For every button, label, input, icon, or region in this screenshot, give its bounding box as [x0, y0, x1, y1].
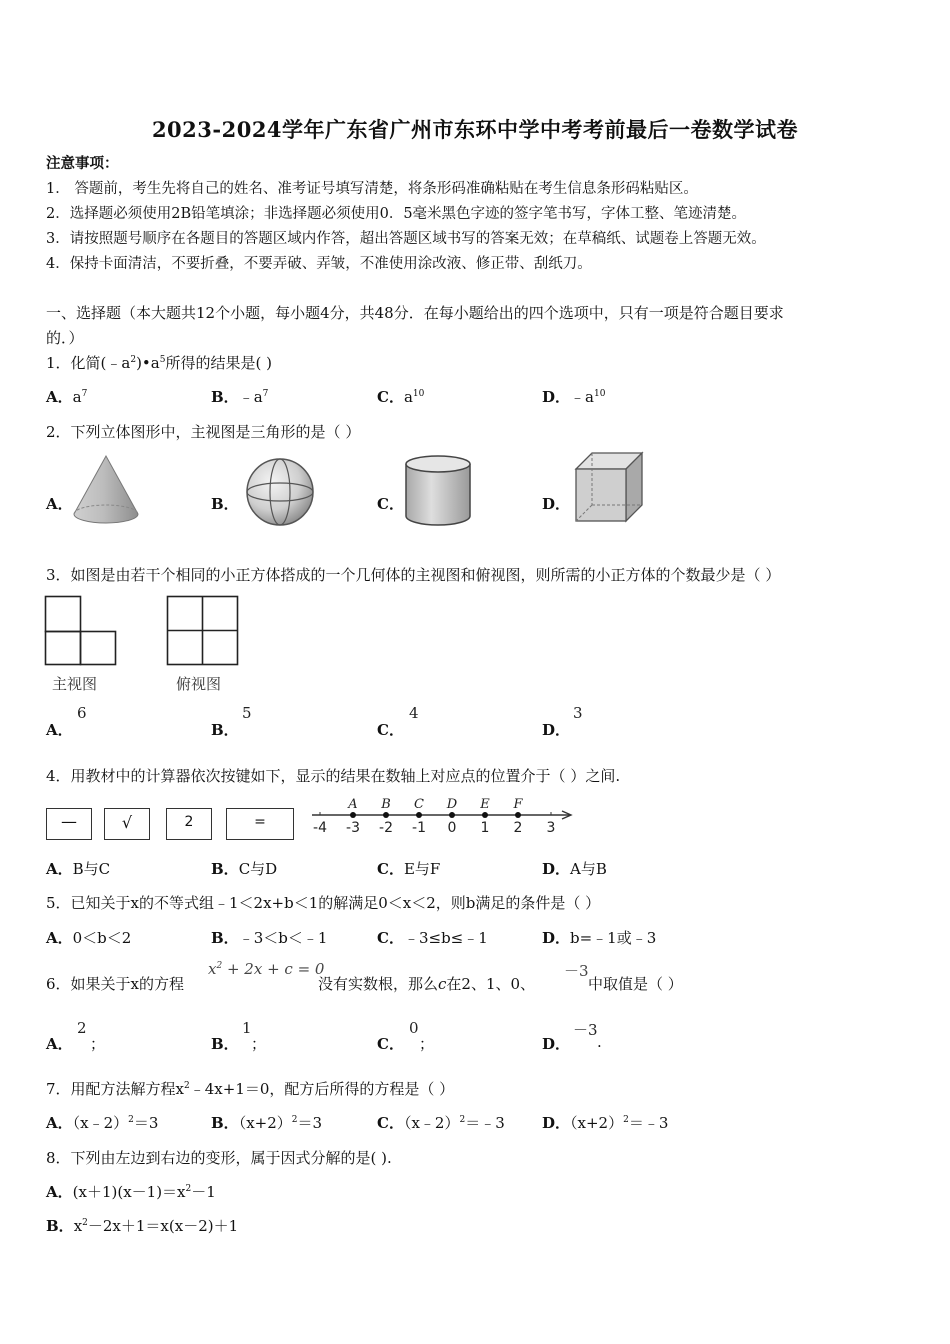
- option-text: （x+2）: [570, 1114, 624, 1132]
- calc-sqrt-key[interactable]: [104, 808, 150, 840]
- option-text: ＝3: [297, 1114, 323, 1132]
- notice-heading: 注意事项：: [46, 155, 119, 172]
- q3-front-view: [44, 595, 118, 669]
- option-text: ＝3: [133, 1114, 159, 1132]
- option-label: A．: [46, 929, 73, 947]
- page-title: 2023-2024学年广东省广州市东环中学中考考前最后一卷数学试卷: [151, 117, 799, 142]
- option-label: B．: [211, 1035, 239, 1053]
- calc-minus-key[interactable]: [46, 808, 92, 840]
- option-text: b=﹣1或﹣3: [570, 929, 657, 947]
- option-sup: 2: [128, 1115, 134, 1125]
- number-line-tick-label: 2: [513, 820, 523, 836]
- option-label: A．: [46, 721, 73, 739]
- key-label: 2: [184, 814, 194, 830]
- sphere-figure: [244, 456, 316, 528]
- number-line-point-label: F: [513, 797, 523, 812]
- option-sup: 2: [82, 1218, 88, 1228]
- key-label: —: [61, 812, 77, 831]
- option-label: A．: [46, 1183, 73, 1201]
- option-text: (x＋1)(x－1)＝x: [72, 1183, 186, 1201]
- q3-option-c[interactable]: [377, 719, 404, 740]
- q6-option-b[interactable]: [211, 1033, 239, 1054]
- option-text: E与F: [403, 860, 441, 878]
- number-line-point-label: E: [480, 797, 490, 812]
- q6-option-c[interactable]: [377, 1033, 404, 1054]
- number-line-tick-label: -3: [346, 820, 360, 836]
- option-label: C．: [377, 1035, 404, 1053]
- option-label: D．: [542, 1035, 571, 1053]
- option-text: x: [73, 1217, 83, 1235]
- q6-stem-part: 没有实数根，那么: [318, 975, 439, 993]
- option-label: C．: [377, 1114, 404, 1132]
- q3-stem: 3．如图是由若干个相同的小正方体搭成的一个几何体的主视图和俯视图，则所需的小正方体的个数最少是（ ）: [46, 566, 781, 584]
- option-label: B．: [211, 860, 239, 878]
- option-label: B．: [211, 388, 239, 406]
- equation-part: + 2x + c = 0: [222, 960, 325, 978]
- q1-option-d[interactable]: [542, 386, 605, 407]
- option-label: B．: [211, 1114, 239, 1132]
- q3-option-b-value: 5: [242, 704, 252, 722]
- option-text: B与C: [72, 860, 111, 878]
- q3-option-b[interactable]: [211, 719, 239, 740]
- number-line-point: [449, 812, 455, 818]
- q3-option-d-value: 3: [573, 704, 583, 722]
- option-label: C．: [377, 495, 404, 513]
- option-sup: 2: [623, 1115, 629, 1125]
- option-text: ＝﹣3: [628, 1114, 669, 1132]
- option-text: ﹣a: [238, 388, 263, 406]
- option-text: 0＜b＜2: [72, 929, 132, 947]
- q5-option-b[interactable]: [211, 927, 327, 948]
- q1-stem-sup: 2: [130, 355, 137, 365]
- q3-top-view: [166, 595, 240, 669]
- option-label: D．: [542, 388, 571, 406]
- q4-option-c[interactable]: [377, 858, 440, 879]
- q6-option-c-suffix: ；: [419, 1035, 435, 1053]
- q1-option-c[interactable]: [377, 386, 424, 407]
- q6-stem-a: 6．如果关于x的方程: [46, 975, 185, 993]
- q5-stem: 5．已知关于x的不等式组﹣1＜2x+b＜1的解满足0＜x＜2，则b满足的条件是（ ）: [46, 894, 601, 912]
- option-label: C．: [377, 860, 404, 878]
- q1-option-a[interactable]: [46, 386, 87, 407]
- q5-option-a[interactable]: [46, 927, 131, 948]
- option-text: ﹣a: [570, 388, 594, 406]
- option-sup: 2: [459, 1115, 466, 1125]
- option-label: D．: [542, 721, 571, 739]
- q6-stem-e: 中取值是（ ）: [588, 975, 683, 993]
- q7-option-b[interactable]: [211, 1112, 322, 1133]
- option-label: A．: [46, 860, 73, 878]
- option-label: B．: [46, 1217, 74, 1235]
- cube-figure: [572, 449, 648, 525]
- option-text: （x﹣2）: [403, 1114, 460, 1132]
- option-label: B．: [211, 495, 239, 513]
- key-label: √: [121, 813, 133, 832]
- option-sup: 10: [593, 389, 606, 399]
- q5-option-c[interactable]: [377, 927, 488, 948]
- q6-stem-var: c: [438, 975, 447, 993]
- q4-option-a[interactable]: [46, 858, 110, 879]
- q1-stem-part: )•a: [136, 354, 160, 372]
- number-line-tick-label: 3: [546, 820, 556, 836]
- number-line-point-label: A: [348, 797, 358, 812]
- option-label: D．: [542, 495, 571, 513]
- number-line-tick-label: 0: [447, 820, 457, 836]
- option-sup: 7: [81, 389, 88, 399]
- q5-option-d[interactable]: [542, 927, 656, 948]
- number-line-tick-label: -1: [412, 820, 426, 836]
- q7-option-a[interactable]: [46, 1112, 158, 1133]
- number-line-point: [482, 812, 488, 818]
- option-label: A．: [46, 1114, 73, 1132]
- q6-option-b-suffix: ；: [251, 1035, 267, 1053]
- notice-item: 4．保持卡面清洁，不要折叠，不要弄破、弄皱，不准使用涂改液、修正带、刮纸刀。: [46, 256, 592, 272]
- q7-stem-sup: 2: [184, 1081, 190, 1091]
- q6-stem-neg: －3: [564, 962, 589, 980]
- q2-option-d[interactable]: [542, 493, 570, 514]
- q4-stem: 4．用教材中的计算器依次按键如下，显示的结果在数轴上对应点的位置介于（ ）之间.: [46, 767, 621, 785]
- option-label: D．: [542, 860, 571, 878]
- option-text: A与B: [570, 860, 607, 878]
- q1-stem-part: 1．化简(﹣a: [46, 354, 131, 372]
- option-text: ﹣3≤b≤﹣1: [403, 929, 488, 947]
- option-label: C．: [377, 388, 404, 406]
- option-label: D．: [542, 1114, 571, 1132]
- option-text: ＝﹣3: [465, 1114, 505, 1132]
- number-line-point-label: C: [414, 797, 424, 812]
- q3-top-caption: 俯视图: [176, 675, 222, 693]
- q6-option-d[interactable]: [542, 1033, 570, 1054]
- option-label: A．: [46, 388, 73, 406]
- calc-two-key[interactable]: [166, 808, 212, 840]
- q4-option-b[interactable]: [211, 858, 277, 879]
- option-text: （x﹣2）: [72, 1114, 129, 1132]
- option-text: －2x＋1＝x(x－2)＋1: [87, 1217, 239, 1235]
- q3-front-caption: 主视图: [52, 675, 98, 693]
- q6-option-a[interactable]: [46, 1033, 73, 1054]
- notice-item: 1． 答题前，考生先将自己的姓名、准考证号填写清楚，将条形码准确粘贴在考生信息条形码粘贴区。: [46, 181, 698, 197]
- q2-stem: 2．下列立体图形中，主视图是三角形的是（ ）: [46, 423, 361, 441]
- equation-part: x: [208, 960, 217, 978]
- option-label: A．: [46, 495, 73, 513]
- cylinder-figure: [402, 454, 474, 528]
- number-line-point-label: B: [381, 797, 391, 812]
- option-text: （x+2）: [238, 1114, 292, 1132]
- q3-option-a[interactable]: [46, 719, 73, 740]
- notice-item: 2．选择题必须使用2B铅笔填涂；非选择题必须使用0．5毫米黑色字迹的签字笔书写，字体工整、笔迹清楚。: [46, 206, 747, 222]
- q7-option-d[interactable]: [542, 1112, 668, 1133]
- number-line-point-label: D: [446, 797, 458, 812]
- q8-stem: 8．下列由左边到右边的变形，属于因式分解的是( ).: [46, 1149, 392, 1167]
- number-line-point: [350, 812, 356, 818]
- option-label: D．: [542, 929, 571, 947]
- number-line-tick-label: -4: [313, 820, 327, 836]
- q7-stem: [46, 1078, 454, 1099]
- q1-stem-sup: 5: [159, 355, 166, 365]
- option-label: B．: [211, 721, 239, 739]
- q8-option-a[interactable]: [46, 1181, 216, 1202]
- section-heading-line2: 的．）: [46, 329, 84, 347]
- number-line-point: [416, 812, 422, 818]
- q3-option-a-value: 6: [77, 704, 87, 722]
- q1-option-b[interactable]: [211, 386, 268, 407]
- calc-equals-key[interactable]: [226, 808, 294, 840]
- cone-figure: [68, 452, 144, 526]
- number-line-tick-label: -2: [379, 820, 393, 836]
- option-text: －1: [191, 1183, 216, 1201]
- number-line-point: [383, 812, 389, 818]
- q6-option-a-value: 2: [77, 1019, 87, 1037]
- q7-stem-part: 7．用配方法解方程x: [46, 1080, 185, 1098]
- option-text: a: [403, 388, 413, 406]
- q4-option-d[interactable]: [542, 858, 607, 879]
- key-label: =: [254, 814, 266, 830]
- number-line-tick-label: 1: [480, 820, 490, 836]
- option-label: B．: [211, 929, 239, 947]
- q2-option-c[interactable]: [377, 493, 404, 514]
- option-label: C．: [377, 721, 404, 739]
- q3-option-c-value: 4: [409, 704, 419, 722]
- q6-option-d-value: －3: [573, 1021, 598, 1039]
- q7-stem-part: ﹣4x+1＝0，配方后所得的方程是（ ）: [189, 1080, 455, 1098]
- number-line: [308, 790, 578, 838]
- notice-item: 3．请按照题号顺序在各题目的答题区域内作答，超出答题区域书写的答案无效；在草稿纸、试题卷上答题无效。: [46, 231, 766, 247]
- option-text: C与D: [238, 860, 278, 878]
- option-text: a: [72, 388, 82, 406]
- q6-option-d-suffix: .: [597, 1033, 602, 1051]
- q6-option-c-value: 0: [409, 1019, 419, 1037]
- number-line-point: [515, 812, 521, 818]
- option-label: A．: [46, 1035, 73, 1053]
- option-sup: 7: [262, 389, 269, 399]
- q7-option-c[interactable]: [377, 1112, 505, 1133]
- q6-stem-part: 在2、1、0、: [446, 975, 536, 993]
- q2-option-b[interactable]: [211, 493, 239, 514]
- option-text: ﹣3＜b＜﹣1: [238, 929, 328, 947]
- equation-sup: 2: [216, 961, 223, 971]
- option-sup: 2: [185, 1184, 192, 1194]
- q1-stem-part: 所得的结果是( ): [165, 354, 272, 372]
- q6-option-a-suffix: ；: [90, 1035, 106, 1053]
- section-heading-line1: 一、选择题（本大题共12个小题，每小题4分，共48分．在每小题给出的四个选项中，只有一项是符合题目要求: [46, 304, 784, 322]
- q1-stem: [46, 352, 272, 373]
- option-sup: 10: [412, 389, 425, 399]
- q3-option-d[interactable]: [542, 719, 570, 740]
- option-label: C．: [377, 929, 404, 947]
- q6-equation: [208, 960, 324, 978]
- q6-stem-b: [318, 973, 535, 994]
- option-sup: 2: [291, 1115, 298, 1125]
- q8-option-b[interactable]: [46, 1215, 238, 1236]
- q6-option-b-value: 1: [242, 1019, 252, 1037]
